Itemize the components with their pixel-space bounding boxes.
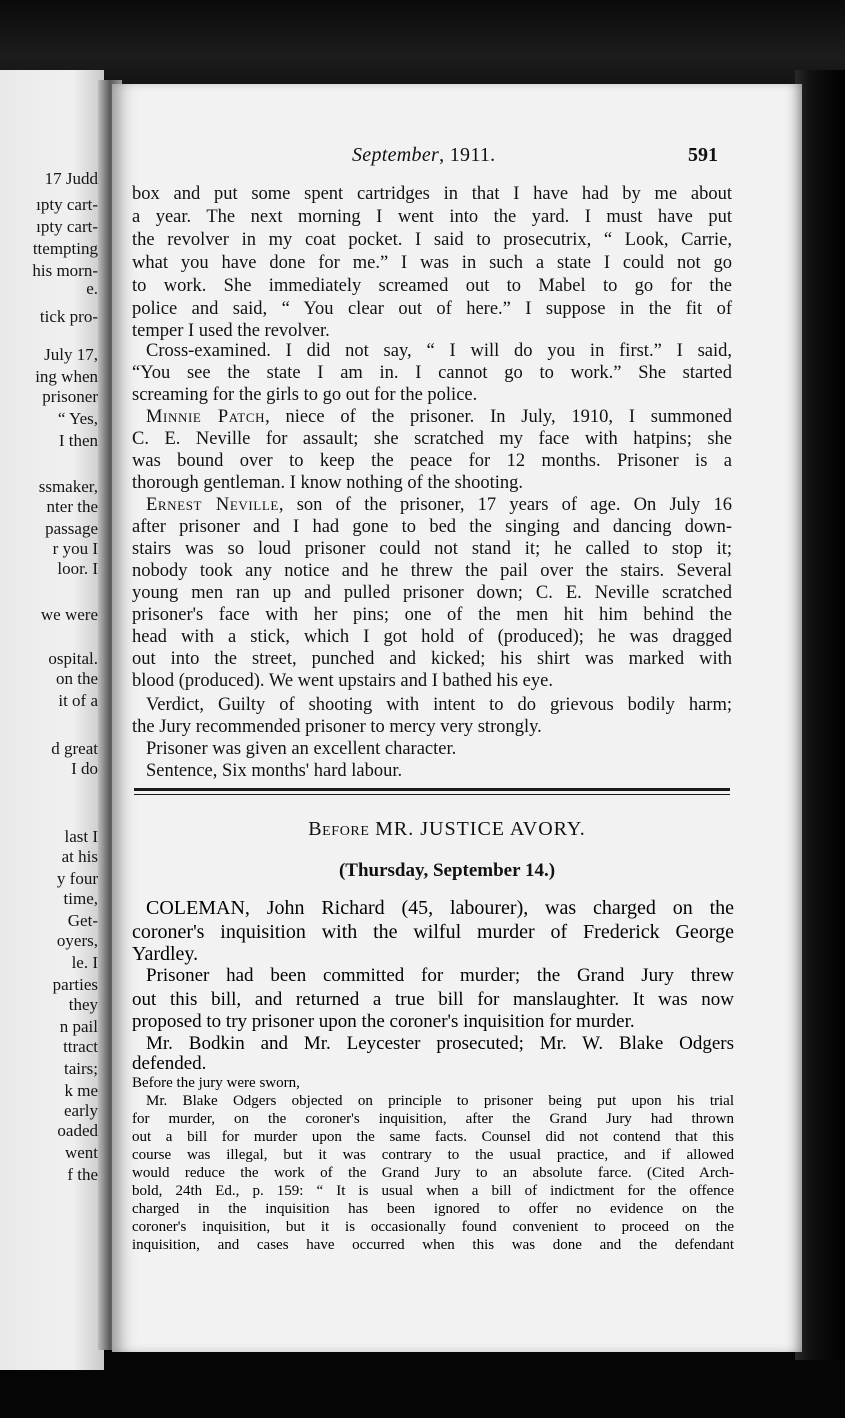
left-page-line: Get- <box>67 911 98 930</box>
left-page-line: 17 Judd <box>44 169 98 188</box>
left-page-line: parties <box>52 975 98 994</box>
running-head-date: September, 1911. <box>352 144 496 166</box>
left-page-line: time, <box>63 889 98 908</box>
verdict-line: Sentence, Six months' hard labour. <box>146 761 403 781</box>
testimony-line: police and said, “ You clear out of here.” I suppose in the fit of <box>132 299 732 319</box>
left-page-line: ssmaker, <box>38 477 98 496</box>
small-print-line: Mr. Blake Odgers objected on principle to prisoner being put upon his trial <box>146 1093 734 1109</box>
testimony-line: to work. She immediately screamed out to Mabel to go for the <box>132 276 732 296</box>
verdict-line: Prisoner was given an excellent character. <box>146 739 457 759</box>
witness-line: thorough gentleman. I know nothing of the shooting. <box>132 473 524 493</box>
testimony-line: “You see the state I am in. I cannot go to work.” She started <box>132 363 732 383</box>
left-page-line: ing when <box>35 367 98 386</box>
left-page-line: July 17, <box>44 345 98 364</box>
witness-line: after prisoner and I had gone to bed the singing and dancing down- <box>132 517 732 537</box>
small-print-line: out a bill for murder upon the same facts. Counsel did not contend that this <box>132 1129 734 1145</box>
witness-line: blood (produced). We went upstairs and I bathed his eye. <box>132 671 553 691</box>
left-page-line: we were <box>40 605 98 624</box>
witness-line <box>146 408 732 427</box>
small-print-line: bold, 24th Ed., p. 159: “ It is usual when a bill of indictment for the offence <box>132 1183 734 1199</box>
page-number: 591 <box>688 144 718 166</box>
section-heading <box>102 818 792 841</box>
testimony-line: Cross-examined. I did not say, “ I will do you in first.” I said, <box>146 341 732 361</box>
running-head <box>112 144 802 170</box>
small-print-line: inquisition, and cases have occurred when this was done and the defendant <box>132 1237 734 1253</box>
verdict-line: the Jury recommended prisoner to mercy very strongly. <box>132 717 542 737</box>
small-print-line: for murder, on the coroner's inquisition, after the Grand Jury had thrown <box>132 1111 734 1127</box>
left-page-line: ttempting <box>32 239 98 258</box>
previous-page <box>0 70 104 1370</box>
left-page-line: oaded <box>57 1121 98 1140</box>
left-page-line: at his <box>61 847 98 866</box>
heading-justice: MR. JUSTICE AVORY. <box>375 818 586 840</box>
witness-line <box>146 496 732 515</box>
witness-line: out into the street, punched and kicked; his shirt was marked with <box>132 649 732 669</box>
section-rule-thin <box>134 794 730 795</box>
left-page-line: passage <box>45 519 98 538</box>
left-page-line: f the <box>67 1165 98 1184</box>
small-print-line: charged in the inquisition has been ignored to offer no evidence on the <box>132 1201 734 1217</box>
witness-name-minnie-patch: Minnie Patch <box>146 407 266 427</box>
small-print-line: course was illegal, but it was contrary to the usual practice, and if allowed <box>132 1147 734 1163</box>
left-page-line: ttract <box>63 1037 98 1056</box>
left-page-line: n pail <box>59 1017 98 1036</box>
case-line: defended. <box>132 1053 207 1074</box>
left-page-line: “ Yes, <box>57 409 98 428</box>
left-page-line: le. I <box>71 953 98 972</box>
left-page-line: on the <box>55 669 98 688</box>
witness-line: prisoner's face with her pins; one of the men hit him behind the <box>132 605 732 625</box>
case-line <box>146 898 734 918</box>
left-page-line: nter the <box>46 497 98 516</box>
witness-name-ernest-neville: Ernest Neville <box>146 495 279 515</box>
left-page-line: ıpty cart- <box>36 217 98 236</box>
witness-line: young men ran up and pulled prisoner down; C. E. Neville scratched <box>132 583 732 603</box>
case-line: Yardley. <box>132 943 199 965</box>
small-print-line: coroner's inquisition, but it is occasionally found convenient to proceed on the <box>132 1219 734 1235</box>
line-text: , son of the prisoner, 17 years of age. On July 16 <box>278 495 732 515</box>
left-page-line: went <box>64 1143 98 1162</box>
left-page-line: tick pro- <box>39 307 98 326</box>
testimony-line: screaming for the girls to go out for the police. <box>132 385 478 405</box>
photo-background <box>0 0 845 95</box>
left-page-line: y four <box>56 869 98 888</box>
small-print-line: Before the jury were sworn, <box>132 1075 300 1091</box>
defendant-name: COLEMAN <box>146 897 245 919</box>
testimony-line: the revolver in my coat pocket. I said to prosecutrix, “ Look, Carrie, <box>132 230 732 250</box>
left-page-line: his morn- <box>32 261 98 280</box>
line-text: , niece of the prisoner. In July, 1910, I summoned <box>265 407 732 427</box>
testimony-line: box and put some spent cartridges in that I have had by me about <box>132 184 732 204</box>
left-page-line: I do <box>71 759 98 778</box>
date-heading: (Thursday, September 14.) <box>338 860 556 881</box>
case-line: Prisoner had been committed for murder; the Grand Jury threw <box>146 965 734 986</box>
testimony-line: what you have done for me.” I was in such a state I could not go <box>132 253 732 273</box>
left-page-line: tairs; <box>64 1059 98 1078</box>
case-line: coroner's inquisition with the wilful murder of Frederick George <box>132 921 734 943</box>
left-page-line: last I <box>64 827 98 846</box>
page <box>112 84 802 1352</box>
left-page-line: r you I <box>52 539 98 558</box>
witness-line: C. E. Neville for assault; she scratched my face with hatpins; she <box>132 429 732 449</box>
testimony-line: a year. The next morning I went into the yard. I must have put <box>132 207 732 227</box>
section-rule <box>134 788 730 791</box>
left-page-line: loor. I <box>57 559 98 578</box>
witness-line: was bound over to keep the peace for 12 months. Prisoner is a <box>132 451 732 471</box>
testimony-line: temper I used the revolver. <box>132 321 330 341</box>
heading-before: Before <box>308 818 376 840</box>
witness-line: nobody took any notice and he threw the pail over the stairs. Several <box>132 561 732 581</box>
left-page-line: d great <box>51 739 98 758</box>
witness-line: stairs was so loud prisoner could not stand it; he called to stop it; <box>132 539 732 559</box>
left-page-line: k me <box>64 1081 98 1100</box>
case-line: proposed to try prisoner upon the coroner's inquisition for murder. <box>132 1011 635 1032</box>
verdict-line: Verdict, Guilty of shooting with intent to do grievous bodily harm; <box>146 695 732 715</box>
left-page-line: I then <box>58 431 98 450</box>
left-page-line: prisoner <box>42 387 98 406</box>
case-line: Mr. Bodkin and Mr. Leycester prosecuted; Mr. W. Blake Odgers <box>146 1033 734 1054</box>
left-page-line: ospital. <box>48 649 98 668</box>
book-edge <box>795 70 845 1360</box>
line-text: , John Richard (45, labourer), was charged on the <box>244 897 734 919</box>
left-page-line: ıpty cart- <box>36 195 98 214</box>
left-page-line: they <box>68 995 98 1014</box>
witness-line: head with a stick, which I got hold of (produced); he was dragged <box>132 627 732 647</box>
left-page-line: early <box>64 1101 98 1120</box>
case-line: out this bill, and returned a true bill for manslaughter. It was now <box>132 989 734 1010</box>
left-page-line: e. <box>86 279 98 298</box>
left-page-line: it of a <box>58 691 98 710</box>
left-page-line: oyers, <box>56 931 98 950</box>
small-print-line: would reduce the work of the Grand Jury to an absolute farce. (Cited Arch- <box>132 1165 734 1181</box>
